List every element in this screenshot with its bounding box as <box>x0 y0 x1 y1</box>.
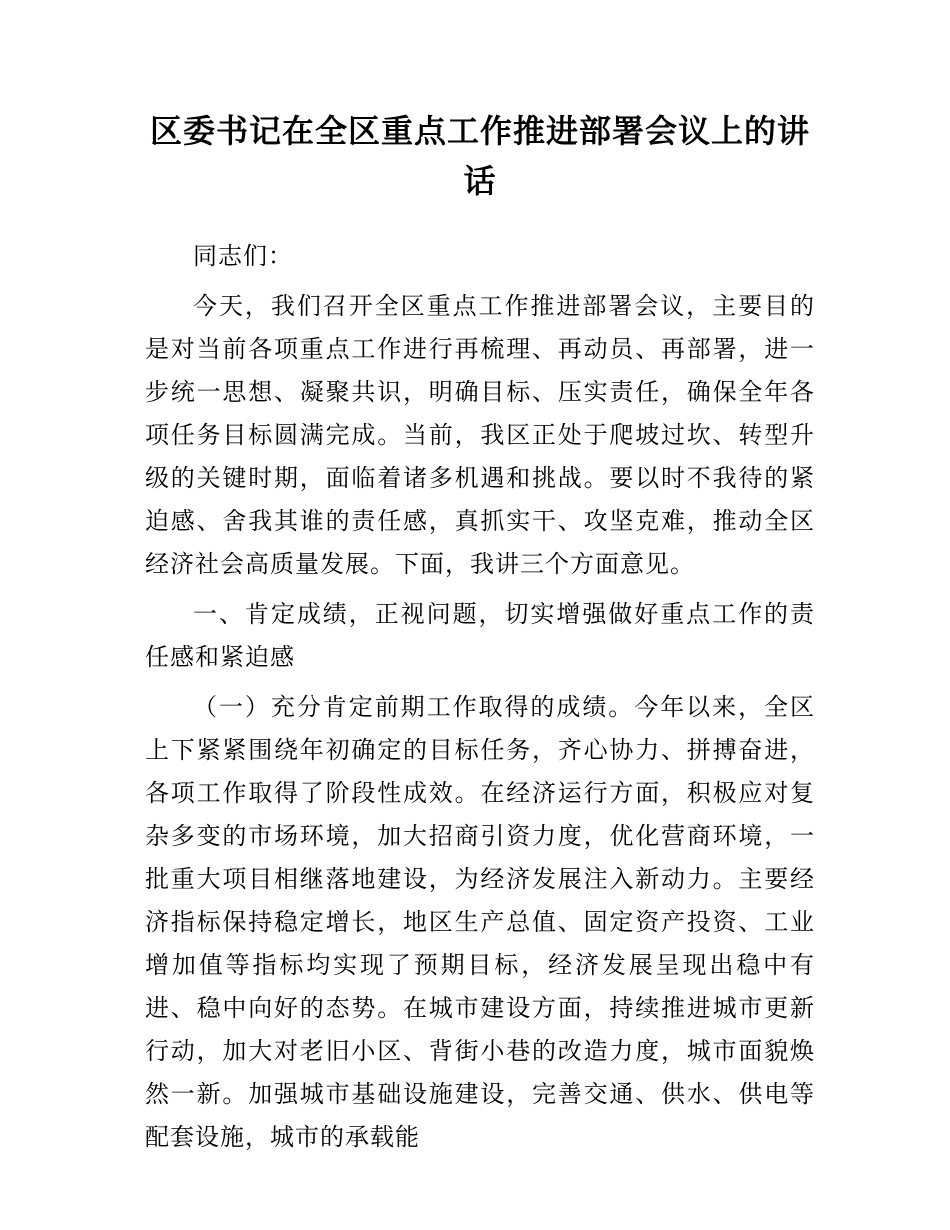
paragraph-achievements: （一）充分肯定前期工作取得的成绩。今年以来，全区上下紧紧围绕年初确定的目标任务，齐心协力、拼搏奋进，各项工作取得了阶段性成效。在经济运行方面，积极应对复杂多变的市场环境，加大招商引资力度，优化营商环境，一批重大项目相继落地建设，为经济发展注入新动力。主要经济指标保持稳定增长，地区生产总值、固定资产投资、工业增加值等指标均实现了预期目标，经济发展呈现出稳中有进、稳中向好的态势。在城市建设方面，持续推进城市更新行动，加大对老旧小区、背街小巷的改造力度，城市面貌焕然一新。加强城市基础设施建设，完善交通、供水、供电等配套设施，城市的承载能 <box>145 695 815 1151</box>
document-title: 区委书记在全区重点工作推进部署会议上的讲话 <box>149 113 810 199</box>
section-heading-one: 一、肯定成绩，正视问题，切实增强做好重点工作的责任感和紧迫感 <box>145 602 815 671</box>
document-body <box>145 236 815 1160</box>
salutation: 同志们： <box>193 244 293 270</box>
paragraph-opening: 今天，我们召开全区重点工作推进部署会议，主要目的是对当前各项重点工作进行再梳理、再动员、再部署，进一步统一思想、凝聚共识，明确目标、压实责任，确保全年各项任务目标圆满完成。当前，我区正处于爬坡过坎、转型升级的关键时期，面临着诸多机遇和挑战。要以时不我待的紧迫感、舍我其谁的责任感，真抓实干、攻坚克难，推动全区经济社会高质量发展。下面，我讲三个方面意见。 <box>145 294 815 578</box>
